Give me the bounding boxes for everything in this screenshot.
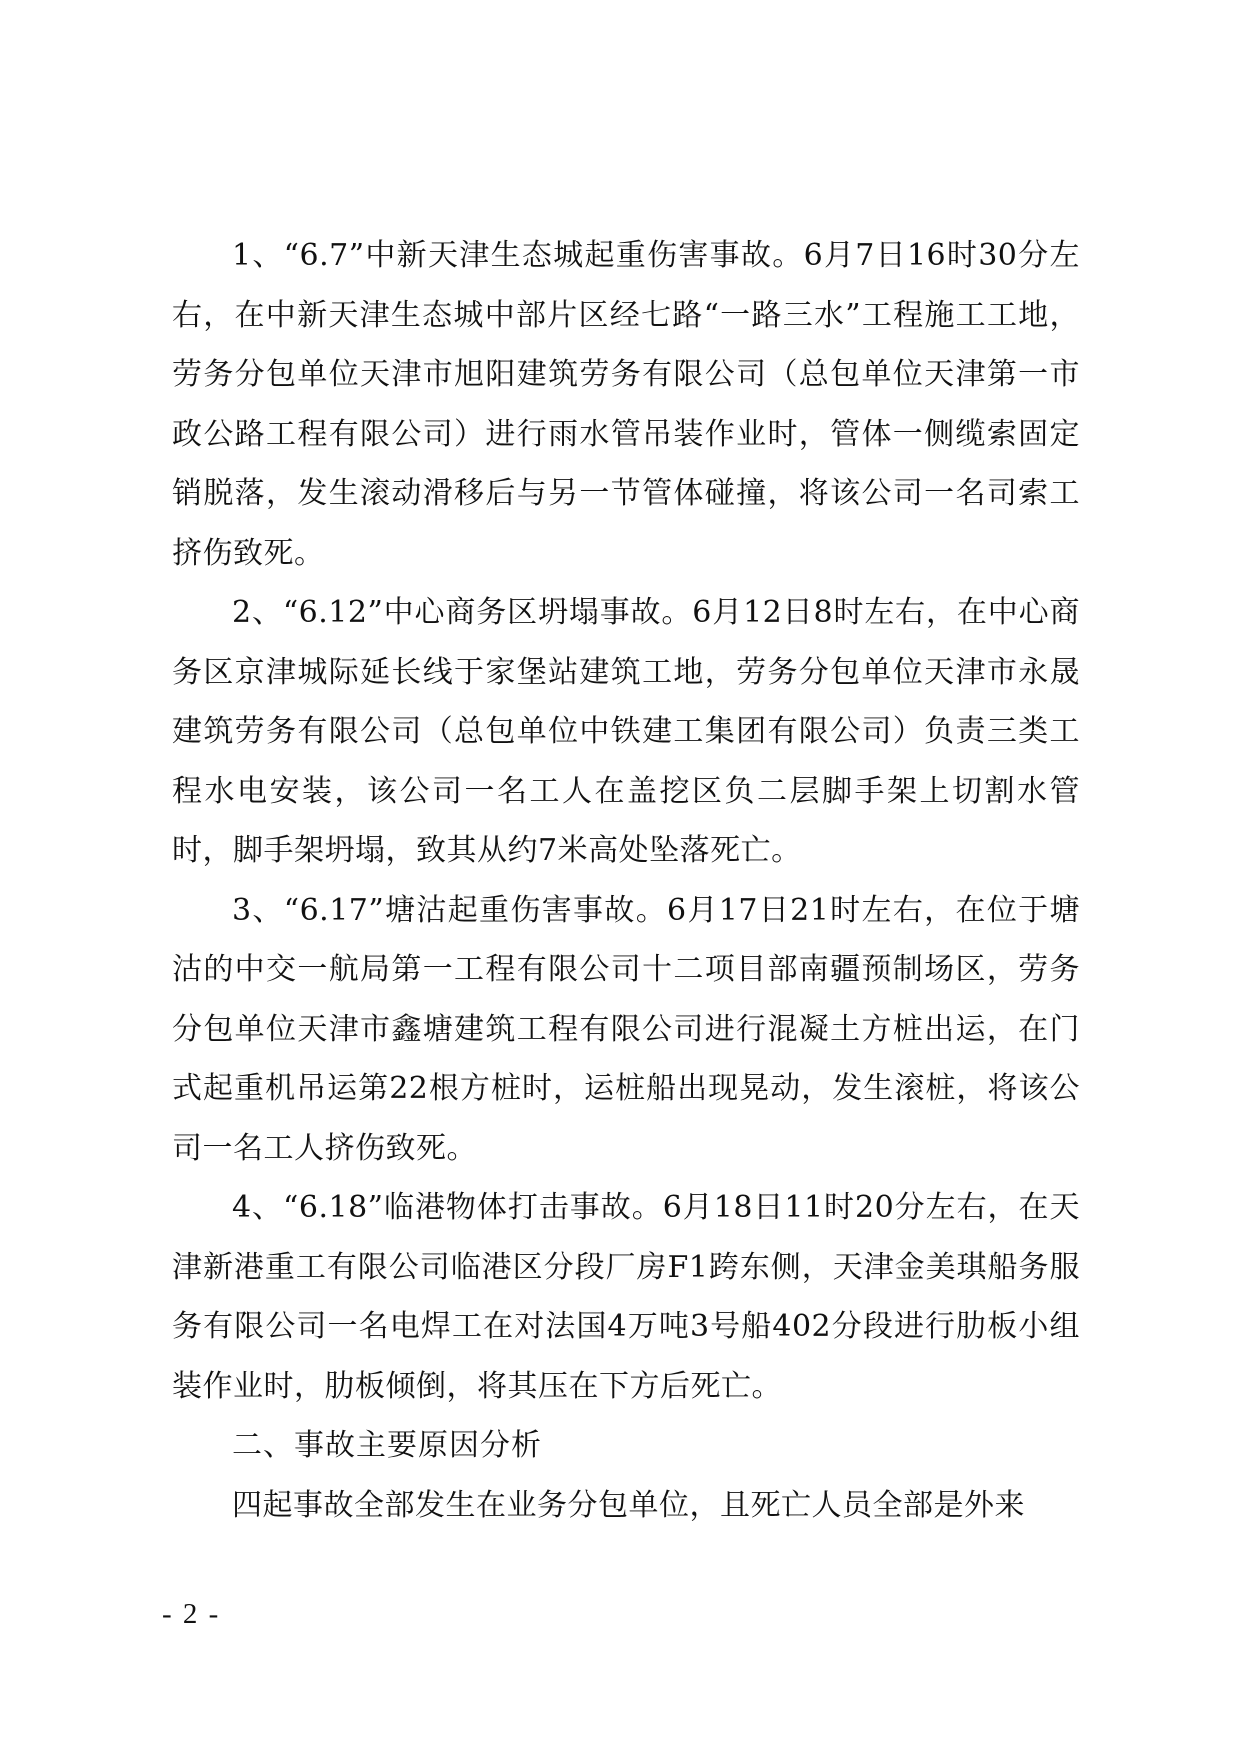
accident-paragraph-2: 2、“6.12”中心商务区坍塌事故。6月12日8时左右，在中心商务区京津城际延长线于家堡站建筑工地，劳务分包单位天津市永晟建筑劳务有限公司（总包单位中铁建工集团有限公司）负责三类工程水电安装，该公司一名工人在盖挖区负二层脚手架上切割水管时，脚手架坍塌，致其从约7米高处坠落死亡。 <box>172 595 1080 868</box>
accident-paragraph-3: 3、“6.17”塘沽起重伤害事故。6月17日21时左右，在位于塘沽的中交一航局第一工程有限公司十二项目部南疆预制场区，劳务分包单位天津市鑫塘建筑工程有限公司进行混凝土方桩出运，在门式起重机吊运第22根方桩时，运桩船出现晃动，发生滚桩，将该公司一名工人挤伤致死。 <box>172 892 1080 1166</box>
section-heading: 二、事故主要原因分析 <box>232 1428 542 1463</box>
accident-paragraph-4: 4、“6.18”临港物体打击事故。6月18日11时20分左右，在天津新港重工有限公司临港区分段厂房F1跨东侧，天津金美琪船务服务有限公司一名电焊工在对法国4万吨3号船402分段进行肋板小组装作业时，肋板倾倒，将其压在下方后死亡。 <box>172 1190 1080 1404</box>
accident-paragraph-1: 1、“6.7”中新天津生态城起重伤害事故。6月7日16时30分左右，在中新天津生态城中部片区经七路“一路三水”工程施工工地，劳务分包单位天津市旭阳建筑劳务有限公司（总包单位天津第一市政公路工程有限公司）进行雨水管吊装作业时，管体一侧缆索固定销脱落，发生滚动滑移后与另一节管体碰撞，将该公司一名司索工挤伤致死。 <box>172 238 1080 571</box>
analysis-paragraph: 四起事故全部发生在业务分包单位，且死亡人员全部是外来 <box>232 1487 1025 1523</box>
page-number: - 2 - <box>162 1598 221 1630</box>
document-body <box>172 226 1080 1535</box>
